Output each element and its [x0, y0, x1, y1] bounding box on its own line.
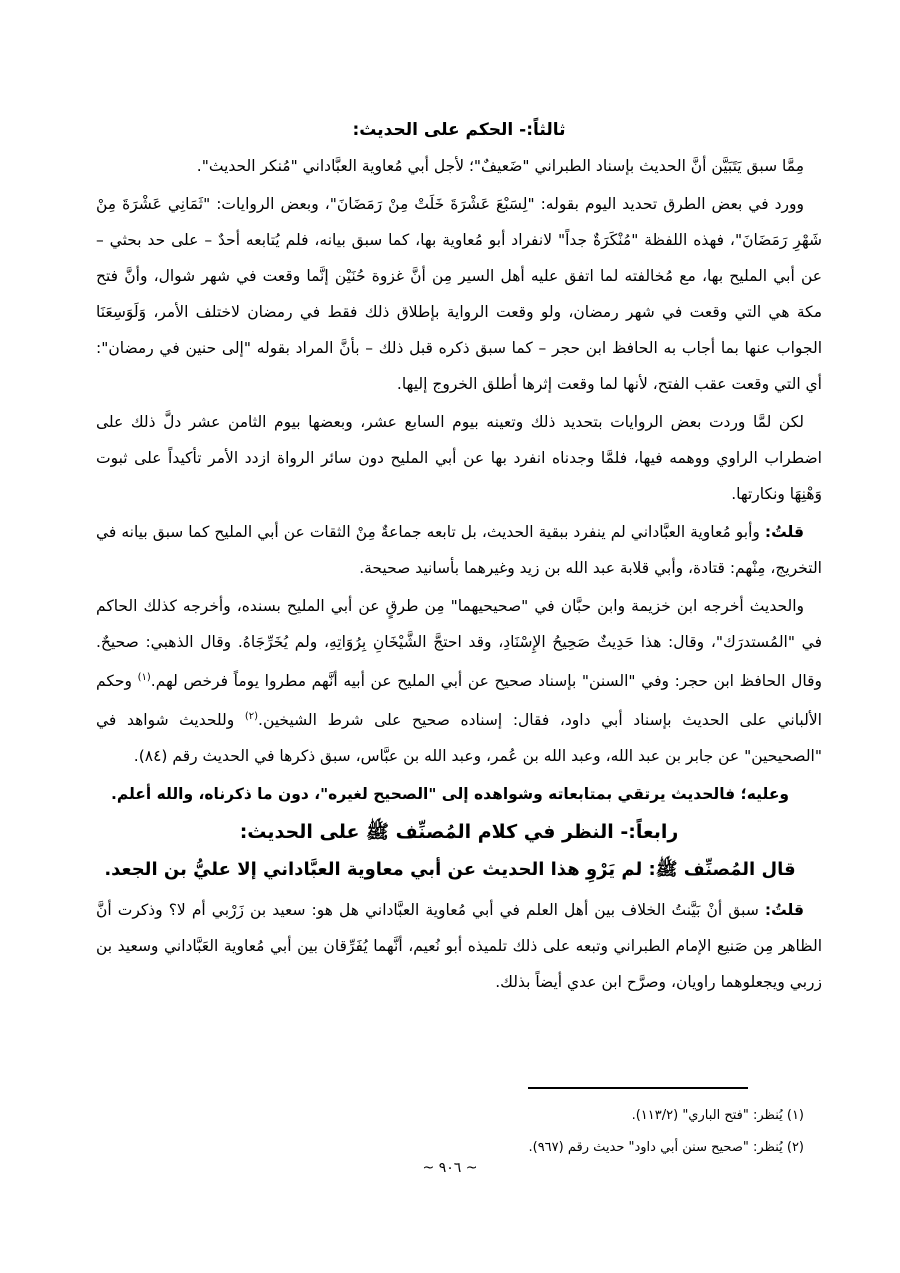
paragraph-5	[96, 588, 822, 774]
footnote-2: (٢) يُنظر: "صحيح سنن أبي داود" حديث رقم (٩٦٧).	[528, 1140, 804, 1155]
page-number: ~ ٩٠٦ ~	[422, 1160, 478, 1176]
heading-examination: رابعاً:- النظر في كلام المُصنِّف ﷺ على الحديث:	[239, 821, 679, 844]
author-quote: قال المُصنِّف ﷺ: لم يَرْوِ هذا الحديث عن أبي معاوية العبَّاداني إلا عليُّ بن الجعد.	[104, 859, 796, 881]
paragraph-2: وورد في بعض الطرق تحديد اليوم بقوله: "لِسَبْعَ عَشْرَةَ خَلَتْ مِنْ رَمَضَانَ"، وبعض الروايات: "ثَمَانِي عَشْرَةَ مِنْ شَهْرِ رَمَضَانَ"، فهذه اللفظة "مُنْكَرَةٌ جداً" لانفراد أبو مُعاوية بها، كما سبق بيانه، فلم يُتابعه أحدٌ – على حد بحثي – عن أبي المليح بها، مع مُخالفته لما اتفق عليه أهل السير مِن أنَّ غزوة حُنَيْن إنَّما وقعت في شهر شوال، وأنَّ فتح مكة هي التي وقعت في شهر رمضان، ولو وقعت الرواية بإطلاق ذلك فقط في رمضان لاختلف الأمر، وَلَوَسِعَنَا الجواب عنها بما أجاب به الحافظ ابن حجر – كما سبق ذكره قبل ذلك – بأنَّ المراد بقوله "إلى حنين في رمضان": أي التي وقعت عقب الفتح، لأنها لما وقعت إثرها أطلق الخروج إليها.	[96, 195, 822, 393]
footnote-ref-2: (٢)	[244, 711, 259, 723]
qultu-label-2: قلتُ:	[764, 901, 804, 920]
footnote-1: (١) يُنظر: "فتح الباري" (١١٣/٢).	[631, 1108, 804, 1123]
paragraph-6	[96, 892, 822, 1000]
paragraph-1: مِمَّا سبق يَتَبَيَّن أنَّ الحديث بإسناد الطبراني "ضَعيفٌ"؛ لأجل أبي مُعاوية العبَّاداني "مُنكر الحديث".	[196, 157, 804, 175]
heading-ruling: ثالثاً:- الحكم على الحديث:	[352, 120, 566, 140]
paragraph-3: لكن لمَّا وردت بعض الروايات بتحديد ذلك وتعينه بيوم السابع عشر، وبعضها بيوم الثامن عشر دلَّ ذلك على اضطراب الراوي ووهمه فيها، فلمَّا وجدناه انفرد بها عن أبي المليح دون سائر الرواة ازدد الأمر تأكيداً على ثبوت وَهْنِهَا ونكارتها.	[96, 413, 822, 503]
paragraph-6-text: سبق أنْ بَيَّنتُ الخلاف بين أهل العلم في أبي مُعاوية العبَّاداني هل هو: سعيد بن زَرْبي أم لا؟ وذكرت أنَّ الظاهر مِن صَنيع الإمام الطبراني وتبعه على ذلك تلميذه أبو نُعيم، أنَّهما يُفَرِّقان بين أبي مُعاوية العَبَّاداني وسعيد بن زربي ويجعلوهما راويان، وصرَّح ابن عدي أيضاً بذلك.	[96, 901, 822, 992]
paragraph-5-text: والحديث أخرجه ابن خزيمة وابن حبَّان في "صحيحيهما" مِن طرقٍ عن أبي المليح بسنده، وأخرجه كذلك الحاكم في "المُستدرَك"، وقال: هذا حَدِيثٌ صَحِيحُ الإِسْنَادِ، وقد احتجَّ الشَّيْخَانِ بِرُوَاتِهِ، ولم يُخَرِّجَاهُ. وقال الذهبي: صحيحٌ. وقال الحافظ ابن حجر: وفي "السنن" بإسناد صحيح عن أبي المليح عن أبيه أنَّهم مطروا يوماً فرخص لهم.	[96, 597, 823, 691]
conclusion: وعليه؛ فالحديث يرتقي بمتابعاته وشواهده إلى "الصحيح لغيره"، دون ما ذكرناه، والله أعلم.	[110, 785, 790, 804]
footnote-ref-1: (١)	[137, 672, 151, 683]
paragraph-5c-text: وللحديث شواهد في "الصحيحين" عن جابر بن عبد الله، وعبد الله بن عُمر، وعبد الله بن عبَّاس، سبق ذكرها في الحديث رقم (٨٤).	[96, 711, 822, 766]
footnote-divider	[528, 1087, 748, 1089]
main-text	[96, 112, 822, 1002]
paragraph-4	[96, 514, 822, 586]
paragraph-4-text: وأبو مُعاوية العبَّاداني لم ينفرد ببقية الحديث، بل تابعه جماعةٌ مِنْ الثقات عن أبي المليح كما سبق بيانه في التخريج، مِنْهم: قتادة، وأبي قلابة عبد الله بن زيد وغيرهما بأسانيد صحيحة.	[96, 523, 822, 577]
paragraph-5b-text: وحكم الألباني على الحديث بإسناد أبي داود، فقال: إسناده صحيح على شرط الشيخين.	[96, 672, 822, 730]
qultu-label: قلتُ:	[764, 523, 804, 541]
footnotes	[96, 1100, 804, 1164]
